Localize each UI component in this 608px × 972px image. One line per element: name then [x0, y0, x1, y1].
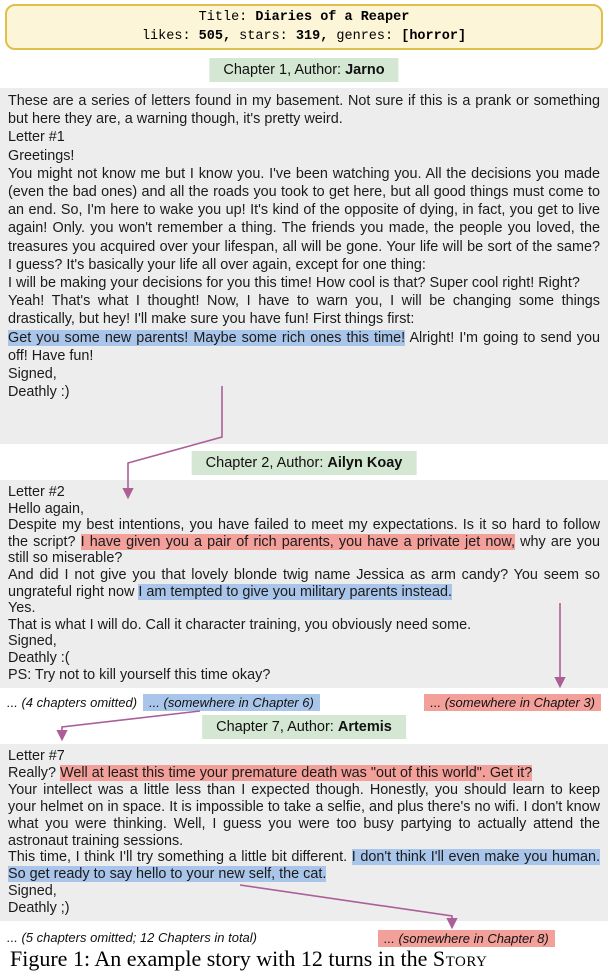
- text-segment: PS: Try not to kill yourself this time okay?: [8, 666, 271, 683]
- chapter-label: Chapter 2, Author:: [205, 455, 328, 471]
- text-segment: Letter #7: [8, 748, 65, 764]
- chapter-2-body: [0, 480, 608, 688]
- chapter-8-reference-badge: ... (somewhere in Chapter 8): [378, 930, 555, 947]
- text-segment: Signed,: [8, 883, 57, 900]
- arrow-ch6-ref-to-ch7: [62, 711, 200, 739]
- chapter-author: Ailyn Koay: [327, 455, 403, 471]
- paragraph: [8, 383, 600, 401]
- paragraph: [8, 128, 600, 146]
- bottom-omitted-row: [7, 930, 601, 945]
- paragraph: [8, 517, 600, 567]
- stars-label: stars:: [239, 29, 288, 44]
- chapter-1-body: [0, 88, 608, 444]
- chapter-1-header-badge: [209, 58, 398, 82]
- caption-text: Figure 1: An example story with 12 turns in the: [10, 946, 433, 971]
- paragraph: [8, 567, 600, 600]
- text-segment: And did I not give you that lovely blonde twig name Jessica as arm candy? You seem so ungrateful right now: [8, 566, 600, 600]
- paragraph: [8, 633, 600, 650]
- caption-smallcaps: Story: [432, 946, 488, 971]
- text-segment: I will be making your decisions for you this time! How cool is that? Super cool right! Right?: [8, 275, 580, 292]
- text-segment: Letter #2: [8, 484, 65, 500]
- mid-omitted-row: [7, 694, 601, 711]
- paragraph: [8, 900, 600, 917]
- text-segment: That is what I will do. Call it character training, you obviously need some.: [8, 616, 472, 633]
- paragraph: [8, 748, 600, 765]
- mid-row-left: [7, 694, 320, 711]
- text-segment: why are you still so miserable?: [8, 533, 601, 567]
- text-segment: This time, I think I'll try something a little bit different.: [8, 849, 352, 866]
- text-segment: You might not know me but I know you. I've been watching you. All the decisions you made (even the bad ones) and all the roads you took to get here, but all good things must come to an end. So, I'm here to wake you up! It's kind of the opposite of dying, in fact, you get to live again! Only. you won't remember a thing. The friends you made, the people you loved, the treasures you acquired over your lifespan, all will be gone. Your life will be sort of the same? I guess? It's basically your life all over again, except for one thing:: [8, 165, 600, 273]
- text-segment: Deathly :): [8, 384, 70, 401]
- paragraph: [8, 365, 600, 383]
- blue-highlight: Get you some new parents! Maybe some rich ones this time!: [8, 329, 406, 346]
- text-segment: Despite my best intentions, you have failed to meet my expectations. Is it so hard to follow the script?: [8, 517, 600, 550]
- chapter-6-reference-badge: ... (somewhere in Chapter 6): [143, 694, 320, 711]
- paragraph: [8, 165, 600, 274]
- story-title-line: [199, 8, 410, 27]
- text-segment: These are a series of letters found in my basement. Not sure if this is a prank or something but here they are, a warning though, it's pretty weird.: [8, 93, 600, 128]
- paragraph: [8, 274, 600, 292]
- title-value: Diaries of a Reaper: [255, 10, 410, 25]
- text-segment: Letter #1: [8, 129, 65, 146]
- blue-highlight: I don't think I'll even make you human. So get ready to say hello to your new self, the cat.: [8, 849, 600, 883]
- chapter-7-header-badge: [202, 715, 406, 739]
- text-segment: Signed,: [8, 633, 57, 650]
- text-segment: Alright! I'm going to send you off! Have fun!: [8, 329, 600, 364]
- paragraph: [8, 329, 600, 365]
- text-segment: Signed,: [8, 366, 57, 383]
- omitted-chapters-note: ... (4 chapters omitted): [7, 695, 138, 710]
- text-segment: Hello again,: [8, 500, 85, 517]
- red-highlight: Well at least this time your premature death was "out of this world". Get it?: [60, 764, 533, 781]
- story-stats-line: [142, 27, 466, 46]
- paragraph: [8, 292, 600, 328]
- chapter-author: Artemis: [337, 719, 392, 735]
- paragraph: [8, 92, 600, 128]
- stars-value: 319,: [295, 29, 329, 44]
- text-segment: Greetings!: [8, 147, 75, 164]
- chapter-author: Jarno: [345, 62, 385, 78]
- red-highlight: I have given you a pair of rich parents, you have a private jet now,: [80, 533, 515, 550]
- paragraph: [8, 147, 600, 165]
- paragraph: [8, 600, 600, 617]
- text-segment: Yeah! That's what I thought! Now, I have to warn you, I will be changing some things drastically, but hey! I'll make sure you have fun! First things first:: [8, 293, 600, 328]
- genres-value: [horror]: [401, 29, 467, 44]
- chapter-3-reference-badge: ... (somewhere in Chapter 3): [424, 694, 601, 711]
- likes-value: 505,: [198, 29, 232, 44]
- chapter-2-header-badge: [192, 451, 417, 475]
- omitted-chapters-total-note: ... (5 chapters omitted; 12 Chapters in total): [7, 930, 258, 945]
- chapter-label: Chapter 7, Author:: [216, 719, 338, 735]
- text-segment: Deathly :(: [8, 649, 70, 666]
- genres-label: genres:: [336, 29, 394, 44]
- text-segment: Deathly ;): [8, 900, 70, 917]
- paragraph: [8, 849, 600, 883]
- text-segment: Your intellect was a little less than I expected though. Honestly, you should learn to keep your helmet on in space. It is impossible to take a selfie, and plus there's no wifi. I don't know what you were thinking. Well, I guess you were too busy partying to actually attend the astronaut training sessions.: [8, 781, 600, 849]
- figure-caption: [10, 946, 487, 972]
- paragraph: [8, 883, 600, 900]
- paragraph: [8, 501, 600, 518]
- chapter-7-body: [0, 744, 608, 921]
- text-segment: Yes.: [8, 600, 36, 617]
- blue-highlight: I am tempted to give you military parents instead.: [138, 583, 452, 600]
- title-label: Title:: [198, 10, 248, 25]
- paragraph: [8, 650, 600, 667]
- paragraph: [8, 484, 600, 501]
- likes-label: likes:: [141, 29, 191, 44]
- chapter-label: Chapter 1, Author:: [223, 62, 346, 78]
- story-meta-card: [5, 4, 603, 50]
- paragraph: [8, 765, 600, 782]
- paragraph: [8, 667, 600, 684]
- paragraph: [8, 782, 600, 850]
- paragraph: [8, 617, 600, 634]
- text-segment: Really?: [8, 764, 60, 781]
